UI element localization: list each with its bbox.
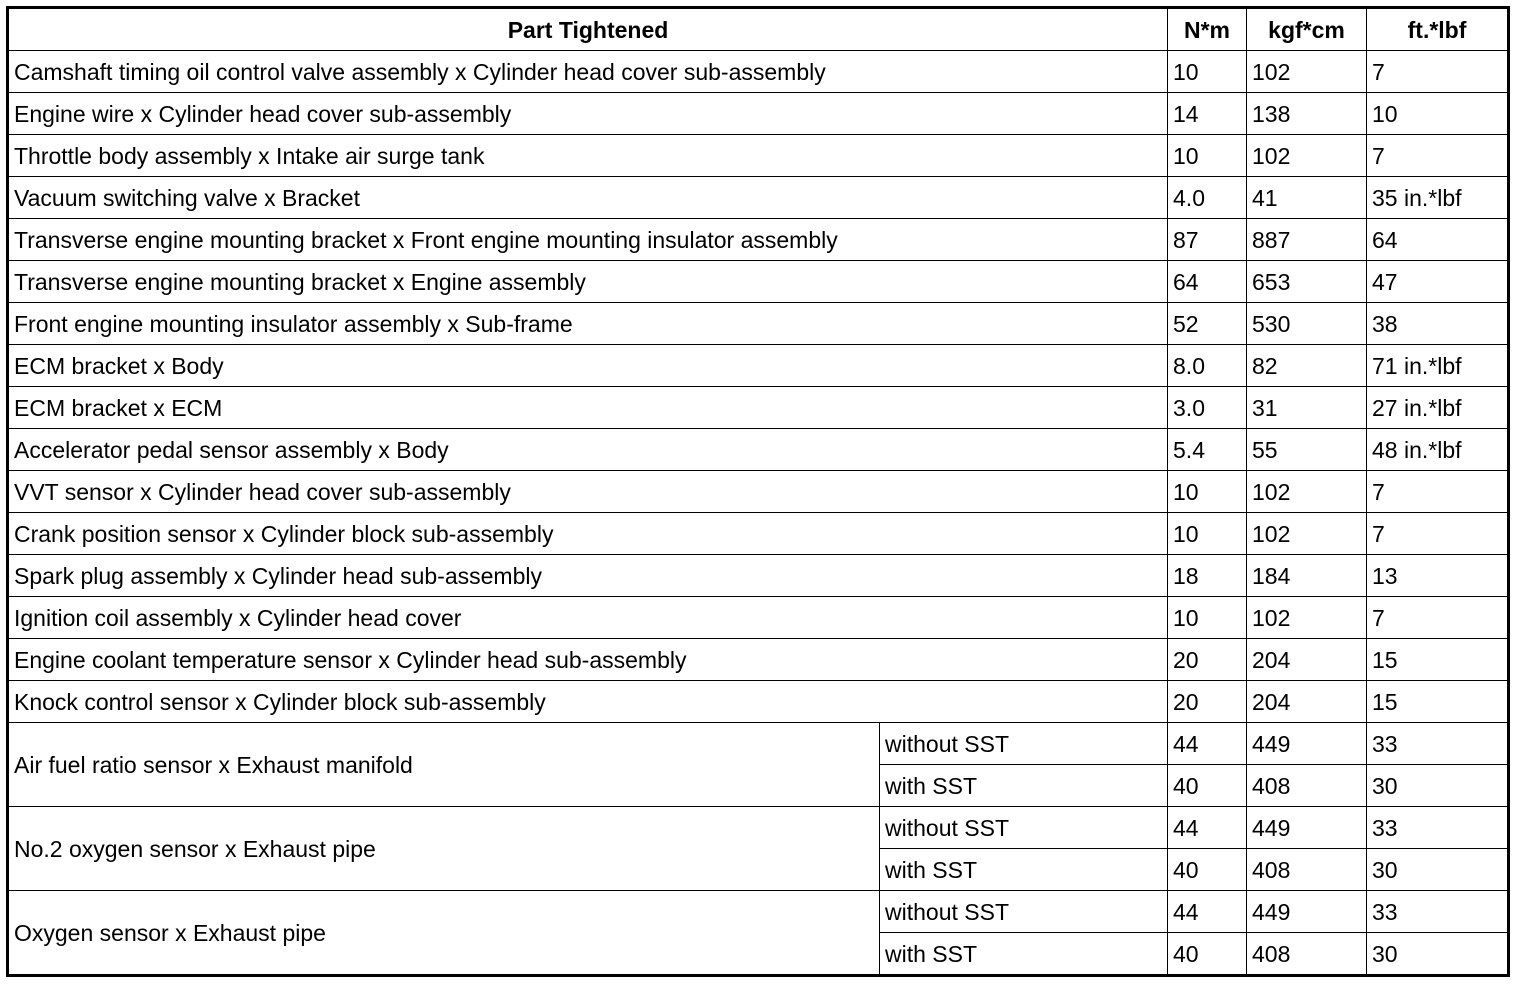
table-row xyxy=(8,51,1509,93)
ft-cell: 64 xyxy=(1367,219,1509,261)
kgf-cell: 887 xyxy=(1247,219,1367,261)
part-cell-grouped: Oxygen sensor x Exhaust pipe xyxy=(8,891,880,976)
nm-cell: 5.4 xyxy=(1168,429,1247,471)
kgf-cell: 55 xyxy=(1247,429,1367,471)
ft-cell: 30 xyxy=(1367,849,1509,891)
nm-cell: 10 xyxy=(1168,51,1247,93)
header-ft-lbf: ft.*lbf xyxy=(1367,8,1509,51)
part-cell: ECM bracket x ECM xyxy=(8,387,1168,429)
nm-cell: 18 xyxy=(1168,555,1247,597)
ft-cell: 10 xyxy=(1367,93,1509,135)
ft-cell: 35 in.*lbf xyxy=(1367,177,1509,219)
kgf-cell: 408 xyxy=(1247,933,1367,976)
nm-cell: 44 xyxy=(1168,807,1247,849)
table-row xyxy=(8,471,1509,513)
table-row xyxy=(8,639,1509,681)
table-row xyxy=(8,513,1509,555)
kgf-cell: 449 xyxy=(1247,723,1367,765)
header-row xyxy=(8,8,1509,51)
ft-cell: 48 in.*lbf xyxy=(1367,429,1509,471)
part-cell: Spark plug assembly x Cylinder head sub-assembly xyxy=(8,555,1168,597)
part-cell: Engine wire x Cylinder head cover sub-assembly xyxy=(8,93,1168,135)
table-row-grouped xyxy=(8,807,1509,849)
nm-cell: 40 xyxy=(1168,933,1247,976)
nm-cell: 44 xyxy=(1168,891,1247,933)
ft-cell: 7 xyxy=(1367,597,1509,639)
condition-cell: without SST xyxy=(880,723,1168,765)
table-row-grouped xyxy=(8,891,1509,933)
part-cell-grouped: Air fuel ratio sensor x Exhaust manifold xyxy=(8,723,880,807)
ft-cell: 7 xyxy=(1367,471,1509,513)
part-cell: Camshaft timing oil control valve assembly x Cylinder head cover sub-assembly xyxy=(8,51,1168,93)
part-cell: VVT sensor x Cylinder head cover sub-assembly xyxy=(8,471,1168,513)
table-row xyxy=(8,93,1509,135)
kgf-cell: 449 xyxy=(1247,891,1367,933)
nm-cell: 10 xyxy=(1168,135,1247,177)
ft-cell: 15 xyxy=(1367,681,1509,723)
table-row xyxy=(8,597,1509,639)
part-cell: Crank position sensor x Cylinder block sub-assembly xyxy=(8,513,1168,555)
ft-cell: 13 xyxy=(1367,555,1509,597)
part-cell: Transverse engine mounting bracket x Front engine mounting insulator assembly xyxy=(8,219,1168,261)
ft-cell: 71 in.*lbf xyxy=(1367,345,1509,387)
part-cell: Accelerator pedal sensor assembly x Body xyxy=(8,429,1168,471)
part-cell-grouped: No.2 oxygen sensor x Exhaust pipe xyxy=(8,807,880,891)
kgf-cell: 31 xyxy=(1247,387,1367,429)
kgf-cell: 653 xyxy=(1247,261,1367,303)
kgf-cell: 204 xyxy=(1247,639,1367,681)
part-cell: Front engine mounting insulator assembly x Sub-frame xyxy=(8,303,1168,345)
ft-cell: 33 xyxy=(1367,807,1509,849)
kgf-cell: 102 xyxy=(1247,597,1367,639)
nm-cell: 8.0 xyxy=(1168,345,1247,387)
kgf-cell: 204 xyxy=(1247,681,1367,723)
nm-cell: 10 xyxy=(1168,597,1247,639)
ft-cell: 27 in.*lbf xyxy=(1367,387,1509,429)
table-row-grouped xyxy=(8,723,1509,765)
ft-cell: 30 xyxy=(1367,933,1509,976)
nm-cell: 10 xyxy=(1168,513,1247,555)
condition-cell: without SST xyxy=(880,807,1168,849)
table-row xyxy=(8,387,1509,429)
nm-cell: 40 xyxy=(1168,765,1247,807)
condition-cell: without SST xyxy=(880,891,1168,933)
nm-cell: 3.0 xyxy=(1168,387,1247,429)
nm-cell: 10 xyxy=(1168,471,1247,513)
part-cell: ECM bracket x Body xyxy=(8,345,1168,387)
part-cell: Throttle body assembly x Intake air surge tank xyxy=(8,135,1168,177)
part-cell: Engine coolant temperature sensor x Cylinder head sub-assembly xyxy=(8,639,1168,681)
kgf-cell: 82 xyxy=(1247,345,1367,387)
ft-cell: 7 xyxy=(1367,135,1509,177)
table-row xyxy=(8,555,1509,597)
table-row xyxy=(8,429,1509,471)
nm-cell: 20 xyxy=(1168,639,1247,681)
table-row xyxy=(8,135,1509,177)
nm-cell: 14 xyxy=(1168,93,1247,135)
nm-cell: 4.0 xyxy=(1168,177,1247,219)
kgf-cell: 41 xyxy=(1247,177,1367,219)
table-row xyxy=(8,261,1509,303)
part-cell: Vacuum switching valve x Bracket xyxy=(8,177,1168,219)
kgf-cell: 138 xyxy=(1247,93,1367,135)
table-row xyxy=(8,219,1509,261)
kgf-cell: 102 xyxy=(1247,471,1367,513)
ft-cell: 38 xyxy=(1367,303,1509,345)
ft-cell: 15 xyxy=(1367,639,1509,681)
ft-cell: 30 xyxy=(1367,765,1509,807)
part-cell: Ignition coil assembly x Cylinder head cover xyxy=(8,597,1168,639)
torque-spec-table xyxy=(6,6,1510,977)
table-row xyxy=(8,177,1509,219)
kgf-cell: 408 xyxy=(1247,765,1367,807)
part-cell: Knock control sensor x Cylinder block sub-assembly xyxy=(8,681,1168,723)
ft-cell: 33 xyxy=(1367,891,1509,933)
table-row xyxy=(8,681,1509,723)
kgf-cell: 102 xyxy=(1247,513,1367,555)
kgf-cell: 102 xyxy=(1247,135,1367,177)
nm-cell: 40 xyxy=(1168,849,1247,891)
condition-cell: with SST xyxy=(880,933,1168,976)
part-cell: Transverse engine mounting bracket x Engine assembly xyxy=(8,261,1168,303)
ft-cell: 7 xyxy=(1367,513,1509,555)
ft-cell: 7 xyxy=(1367,51,1509,93)
nm-cell: 64 xyxy=(1168,261,1247,303)
kgf-cell: 530 xyxy=(1247,303,1367,345)
kgf-cell: 184 xyxy=(1247,555,1367,597)
kgf-cell: 408 xyxy=(1247,849,1367,891)
table-row xyxy=(8,303,1509,345)
ft-cell: 33 xyxy=(1367,723,1509,765)
header-nm: N*m xyxy=(1168,8,1247,51)
table-row xyxy=(8,345,1509,387)
header-kgf-cm: kgf*cm xyxy=(1247,8,1367,51)
ft-cell: 47 xyxy=(1367,261,1509,303)
nm-cell: 20 xyxy=(1168,681,1247,723)
kgf-cell: 102 xyxy=(1247,51,1367,93)
nm-cell: 52 xyxy=(1168,303,1247,345)
kgf-cell: 449 xyxy=(1247,807,1367,849)
header-part-tightened: Part Tightened xyxy=(8,8,1168,51)
condition-cell: with SST xyxy=(880,765,1168,807)
nm-cell: 87 xyxy=(1168,219,1247,261)
nm-cell: 44 xyxy=(1168,723,1247,765)
condition-cell: with SST xyxy=(880,849,1168,891)
